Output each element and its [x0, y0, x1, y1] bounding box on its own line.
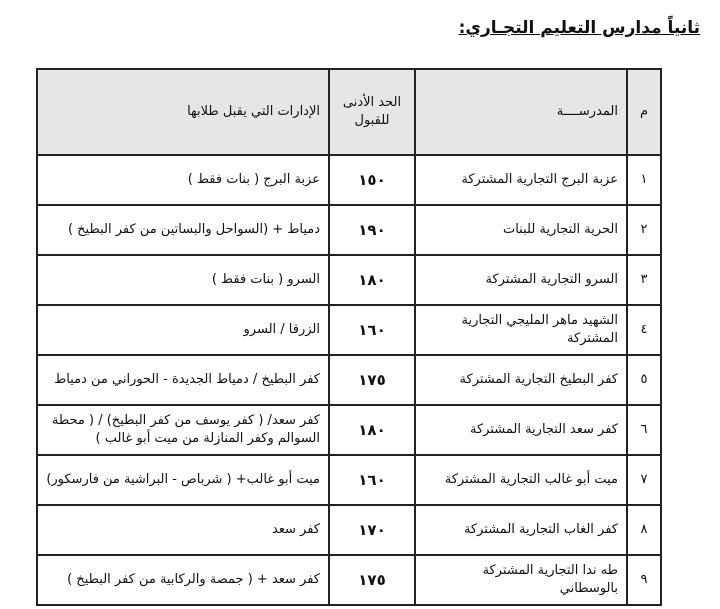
row-min-score: ١٦٠	[329, 305, 415, 355]
row-min-score: ١٩٠	[329, 205, 415, 255]
header-min-score: الحد الأدنى للقبول	[329, 69, 415, 155]
table-row	[37, 255, 661, 305]
row-num: ٩	[627, 555, 661, 605]
row-min-score: ١٧٠	[329, 505, 415, 555]
row-admins: عزبة البرج ( بنات فقط )	[37, 155, 329, 205]
row-admins: كفر سعد/ ( كفر يوسف من كفر البطيخ) / ( محطة السوالم وكفر المنازلة من ميت أبو غالب )	[37, 405, 329, 455]
row-num: ١	[627, 155, 661, 205]
row-admins: السرو ( بنات فقط )	[37, 255, 329, 305]
section-title: ثانياً مدارس التعليم التجـاري:	[458, 18, 700, 38]
row-school: الحرية التجارية للبنات	[415, 205, 627, 255]
row-num: ٧	[627, 455, 661, 505]
header-school: المدرســــة	[415, 69, 627, 155]
row-admins: كفر سعد + ( جمصة والركابية من كفر البطيخ )	[37, 555, 329, 605]
row-school: السرو التجارية المشتركة	[415, 255, 627, 305]
row-min-score: ١٥٠	[329, 155, 415, 205]
row-admins: ميت أبو غالب+ ( شرباص - البراشية من فارسكور)	[37, 455, 329, 505]
row-min-score: ١٨٠	[329, 405, 415, 455]
row-num: ٢	[627, 205, 661, 255]
row-school: كفر الغاب التجارية المشتركة	[415, 505, 627, 555]
row-num: ٨	[627, 505, 661, 555]
table-row	[37, 455, 661, 505]
row-num: ٣	[627, 255, 661, 305]
table-row	[37, 205, 661, 255]
header-admins: الإدارات التي يقبل طلابها	[37, 69, 329, 155]
table-row	[37, 305, 661, 355]
table-row	[37, 355, 661, 405]
row-min-score: ١٧٥	[329, 555, 415, 605]
row-school: كفر البطيخ التجارية المشتركة	[415, 355, 627, 405]
table-row	[37, 405, 661, 455]
row-admins: كفر سعد	[37, 505, 329, 555]
row-min-score: ١٦٠	[329, 455, 415, 505]
row-num: ٤	[627, 305, 661, 355]
row-school: عزبة البرج التجارية المشتركة	[415, 155, 627, 205]
row-min-score: ١٧٥	[329, 355, 415, 405]
schools-table	[36, 68, 662, 606]
table-row	[37, 155, 661, 205]
table-row	[37, 505, 661, 555]
row-num: ٦	[627, 405, 661, 455]
row-admins: الزرقا / السرو	[37, 305, 329, 355]
row-admins: كفر البطيخ / دمياط الجديدة - الحوراني من دمياط	[37, 355, 329, 405]
row-num: ٥	[627, 355, 661, 405]
row-school: الشهيد ماهر المليجي التجارية المشتركة	[415, 305, 627, 355]
table-row	[37, 555, 661, 605]
table-header-row	[37, 69, 661, 155]
row-school: كفر سعد التجارية المشتركة	[415, 405, 627, 455]
header-num: م	[627, 69, 661, 155]
row-admins: دمياط + (السواحل والبساتين من كفر البطيخ )	[37, 205, 329, 255]
row-min-score: ١٨٠	[329, 255, 415, 305]
row-school: ميت أبو غالب التجارية المشتركة	[415, 455, 627, 505]
row-school: طه ندا التجارية المشتركة بالوسطاني	[415, 555, 627, 605]
